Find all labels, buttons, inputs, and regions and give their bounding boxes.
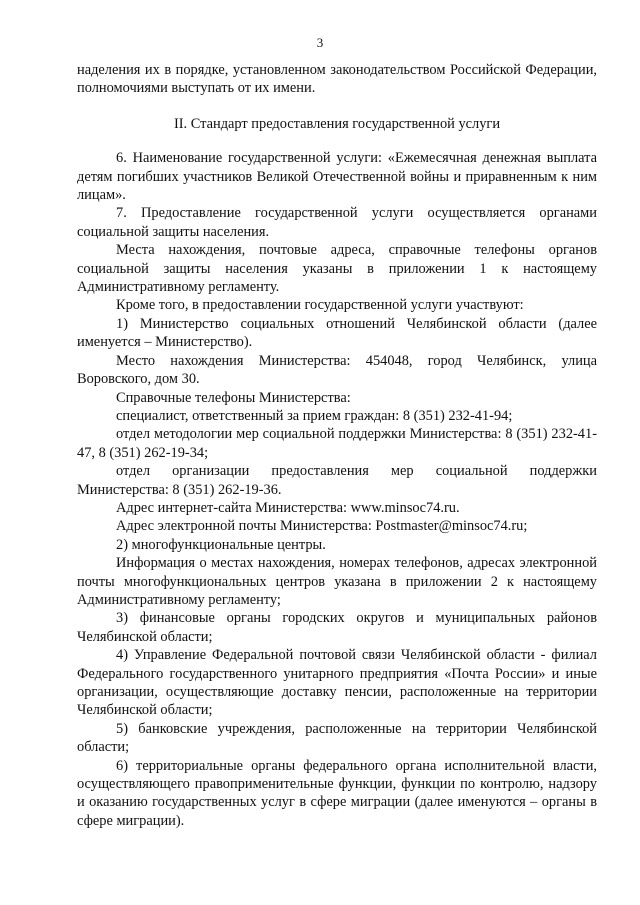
- ministry-phones-title: Справочные телефоны Министерства:: [116, 389, 351, 406]
- ministry-email: Адрес электронной почты Министерства: Postmaster@minsoc74.ru;: [116, 518, 528, 535]
- phone-methodology-dept: отдел методологии мер социальной поддержки Министерства: 8 (351) 232-41-47, 8 (351) 262-19-34;: [77, 426, 597, 461]
- paragraph-locations: Места нахождения, почтовые адреса, справочные телефоны органов социальной защиты населения указаны в приложении 1 к настоящему Административному регламенту.: [77, 242, 597, 296]
- document-body: [77, 61, 597, 830]
- ministry-website: Адрес интернет-сайта Министерства: www.minsoc74.ru.: [116, 499, 460, 516]
- paragraph-participants: Кроме того, в предоставлении государственной услуги участвуют:: [116, 297, 524, 314]
- list-item-2: 2) многофункциональные центры.: [116, 536, 326, 553]
- list-item-4: 4) Управление Федеральной почтовой связи Челябинской области - филиал Федерального государственного унитарного предприятия «Почта России» и иные организации, осуществляющие доставку пенсии, расположенные на территории Челябинской области;: [77, 647, 597, 719]
- phone-specialist: специалист, ответственный за прием граждан: 8 (351) 232-41-94;: [116, 407, 513, 424]
- page-number: 3: [316, 35, 324, 50]
- section-heading: II. Стандарт предоставления государственной услуги: [173, 115, 501, 132]
- ministry-address: Место нахождения Министерства: 454048, город Челябинск, улица Воровского, дом 30.: [77, 352, 597, 388]
- paragraph-7: 7. Предоставление государственной услуги осуществляется органами социальной защиты населения.: [77, 205, 597, 240]
- continued-paragraph: наделения их в порядке, установленном законодательством Российской Федерации, полномочиями выступать от их имени.: [77, 62, 597, 97]
- list-item-1: 1) Министерство социальных отношений Челябинской области (далее именуется – Министерство).: [77, 315, 597, 351]
- mfc-info: Информация о местах нахождения, номерах телефонов, адресах электронной почты многофункциональных центров указана в приложении 2 к настоящему Административному регламенту;: [77, 555, 597, 608]
- list-item-6: 6) территориальные органы федерального органа исполнительной власти, осуществляющего правоприменительные функции, функции по контролю, надзору и оказанию государственных услуг в сфере миграции (далее именуются – органы в сфере миграции).: [77, 757, 597, 829]
- paragraph-6: 6. Наименование государственной услуги: «Ежемесячная денежная выплата детям погибших участников Великой Отечественной войны и приравненным к ним лицам».: [77, 150, 597, 204]
- phone-organization-dept: отдел организации предоставления мер социальной поддержки Министерства: 8 (351) 262-19-36.: [77, 463, 597, 498]
- list-item-5: 5) банковские учреждения, расположенные на территории Челябинской области;: [77, 720, 597, 756]
- list-item-3: 3) финансовые органы городских округов и муниципальных районов Челябинской области;: [77, 610, 597, 645]
